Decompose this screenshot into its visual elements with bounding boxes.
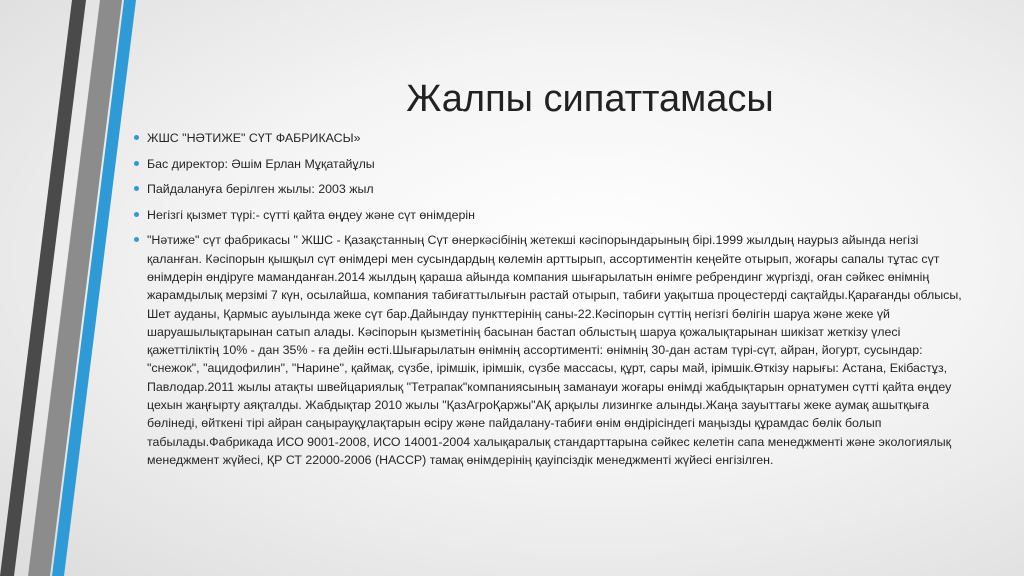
slide-title: Жалпы сипаттамасы (406, 78, 774, 120)
bullet-dot-icon (134, 135, 139, 140)
bullet-item (134, 206, 964, 224)
bullet-dot-icon (134, 161, 139, 166)
bullet-item (134, 231, 964, 469)
bullet-item (134, 155, 964, 173)
bullet-dot-icon (134, 237, 139, 242)
bullet-item (134, 180, 964, 198)
bullet-item (134, 129, 964, 147)
bullet-text: Негізгі қызмет түрі:- сүтті қайта өңдеу және сүт өнімдерін (147, 207, 476, 222)
bullet-text: Пайдалануға берілген жылы: 2003 жыл (147, 182, 374, 197)
bullet-list (134, 129, 964, 469)
bullet-dot-icon (134, 186, 139, 191)
bullet-text: ЖШС "НӘТИЖЕ" СҮТ ФАБРИКАСЫ» (147, 131, 361, 145)
bullet-dot-icon (134, 212, 139, 217)
bullet-text: Бас директор: Әшім Ерлан Мұқатайұлы (147, 156, 375, 171)
bullet-text: "Нәтиже" сүт фабрикасы " ЖШС - Қазақстанның Сүт өнеркәсібінің жетекші кәсіпорындарының бірі.1999 жылдың наурыз айында негізі қаланған. Кәсіпорын қышқыл сүт өнімдері мен сусындардың көлемін арттырып, ассортиментін кеңейте отырып, жоғары сапалы тұтас сүт өнімдерін өндіруге маманданған.2014 жылдың қараша айында компания шығарылатын өнімге ребрендинг жүргізді, оған сәйкес өнімнің жарамдылық мерзімі 7 күн, осылайша, компания табиғаттылығын растай отырып, табиғи уақытша процестерді сақтайды.Қарағанды облысы, Шет ауданы, Қармыс ауылында жеке сүт бар.Дайындау пункттерінің саны-22.Кәсіпорын сүттің негізгі бөлігін шаруа және жеке үй шаруашылықтарынан сатып алады. Кәсіпорын қызметінің басынан бастап облыстың шаруа қожалықтарынан шикізат жеткізу үлесі қажеттіліктің 10% - дан 35% - ға дейін өсті.Шығарылатын өнімнің ассортименті: өнімнің 30-дан астам түрі-сүт, айран, йогурт, сусындар: "снежок", "ацидофилин", "Нарине", қаймақ, сүзбе, ірімшік, ірімшік, сүзбе массасы, құрт, сары май, ірімшік.Өткізу нарығы: Астана, Екібастұз, Павлодар.2011 жылы атақты швейцариялық "Тетрапак"компаниясының заманауи жоғары өнімді жабдықтарын орнатумен сүтті қайта өңдеу цехын жаңғырту аяқталды. Жабдықтар 2010 жылы "ҚазАгроҚаржы"АҚ арқылы лизингке алынды.Жаңа зауыттағы жеке аумақ ашытқыға бөлінеді, өйткені тірі айран саңырауқұлақтарын өсіру және пайдалану-табиғи өнім өндірісіндегі маңызды құрамдас бөлік болып табылады.Фабрикада ИСО 9001-2008, ИСО 14001-2004 халықаралық стандарттарына сәйкес келетін сапа менеджменті және экологиялық менеджмент жүйесі, ҚР СТ 22000-2006 (НАССР) тамақ өнімдерінің қауіпсіздік менеджменті жүйесі енгізілген. (147, 233, 962, 467)
